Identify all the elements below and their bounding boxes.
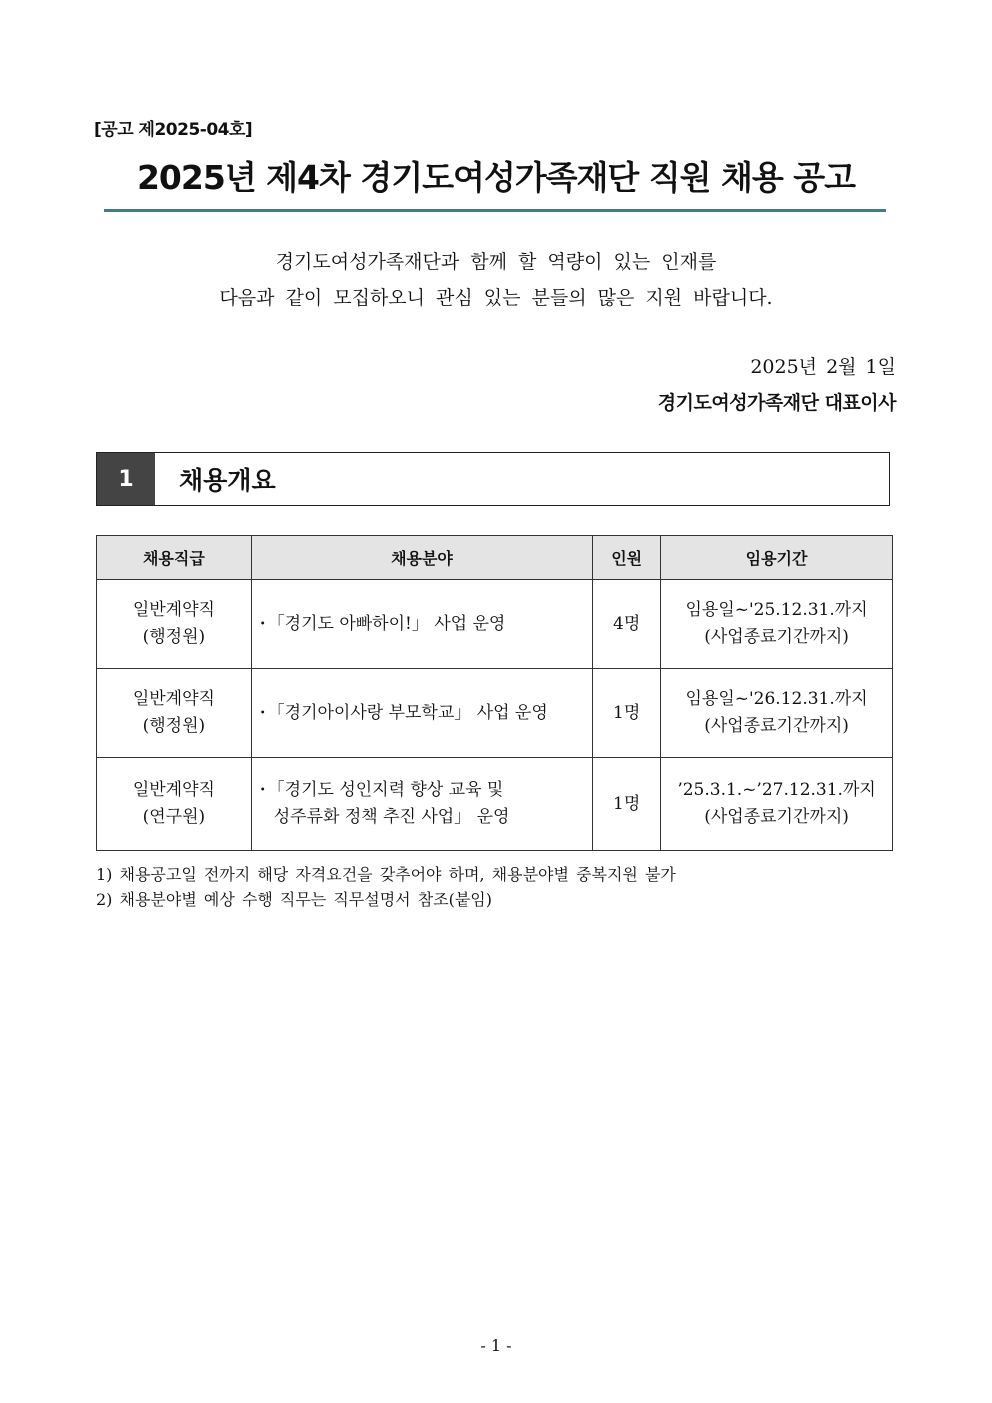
footnote-1: 1) 채용공고일 전까지 해당 자격요건을 갖추어야 하며, 채용분야별 중복지원 불가 <box>96 865 676 884</box>
page-number: - 1 - <box>480 1336 512 1355</box>
bullet-icon: • <box>259 785 266 796</box>
field-text-continued: 성주류화 정책 추진 사업」 운영 <box>273 807 510 827</box>
grade-cell <box>97 580 252 669</box>
period-note: (사업종료기간까지) <box>704 807 849 827</box>
field-text: 「경기도 성인지력 향상 교육 및 <box>267 780 504 800</box>
issuer-name: 경기도여성가족재단 대표이사 <box>657 392 896 414</box>
recruitment-table <box>96 535 893 851</box>
section-title: 채용개요 <box>179 466 276 495</box>
intro-line-2: 다음과 같이 모집하오니 관심 있는 분들의 많은 지원 바랍니다. <box>219 287 773 309</box>
section-header <box>96 452 890 506</box>
bullet-icon: • <box>259 707 266 719</box>
grade-type: 일반계약직 <box>132 780 215 800</box>
header-period: 임용기간 <box>661 536 893 580</box>
table-row <box>97 580 893 669</box>
grade-cell <box>97 758 252 851</box>
table-header-row <box>97 536 893 580</box>
field-cell <box>251 580 592 669</box>
page-title: 2025년 제4차 경기도여성가족재단 직원 채용 공고 <box>136 158 856 197</box>
notice-number: [공고 제2025-04호] <box>94 120 253 140</box>
section-number: 1 <box>97 453 155 505</box>
count-cell: 4명 <box>593 580 661 669</box>
grade-role: (행정원) <box>142 716 206 736</box>
period-cell <box>661 669 893 758</box>
header-field: 채용분야 <box>251 536 592 580</box>
period-range: 임용일~'25.12.31.까지 <box>685 600 868 620</box>
table-row <box>97 669 893 758</box>
footnote-2: 2) 채용분야별 예상 수행 직무는 직무설명서 참조(붙임) <box>96 890 492 909</box>
count-cell: 1명 <box>593 758 661 851</box>
period-range: ’25.3.1.~’27.12.31.까지 <box>677 780 876 800</box>
field-cell <box>251 758 592 851</box>
period-range: 임용일~'26.12.31.까지 <box>685 689 868 709</box>
grade-type: 일반계약직 <box>132 689 215 709</box>
field-text: 「경기아이사랑 부모학교」 사업 운영 <box>267 702 548 723</box>
grade-role: (행정원) <box>142 627 206 647</box>
period-cell <box>661 580 893 669</box>
bullet-icon: • <box>259 618 266 630</box>
field-cell <box>251 669 592 758</box>
announcement-date: 2025년 2월 1일 <box>750 356 896 378</box>
period-cell <box>661 758 893 851</box>
count-cell: 1명 <box>593 669 661 758</box>
header-count: 인원 <box>593 536 661 580</box>
period-note: (사업종료기간까지) <box>704 627 849 647</box>
grade-cell <box>97 669 252 758</box>
period-note: (사업종료기간까지) <box>704 716 849 736</box>
intro-line-1: 경기도여성가족재단과 함께 할 역량이 있는 인재를 <box>275 251 717 273</box>
header-grade: 채용직급 <box>97 536 252 580</box>
field-text: 「경기도 아빠하이!」 사업 운영 <box>267 613 506 634</box>
table-row <box>97 758 893 851</box>
title-underline <box>104 209 886 212</box>
grade-type: 일반계약직 <box>132 600 215 620</box>
grade-role: (연구원) <box>142 807 206 827</box>
